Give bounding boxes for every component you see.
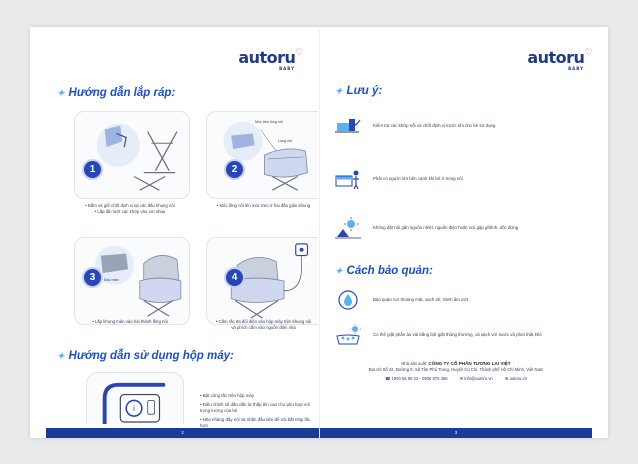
- usage-title: ✦ Hướng dẫn sử dụng hộp máy:: [57, 350, 234, 362]
- brand-logo: [527, 48, 592, 71]
- sparkle-icon: ✦: [57, 87, 65, 98]
- page-right: [319, 27, 608, 438]
- humidity-icon: [335, 289, 361, 311]
- contact-block: Nhà sản xuất: CÔNG TY CỔ PHẦN TƯƠNG LAI VIỆT Địa chỉ Số 42, Đường 8, Xã Tân Phú Trung, Huyện Củ Chi, Thành phố Hồ Chí Minh, Việt Nam ☎ 1900 55 88 24 - 0906 975 456 ✉ info@autoru.vn ⊕ autoru.vn: [320, 361, 592, 382]
- brand-sub: BABY: [568, 66, 584, 71]
- page-number: 3: [454, 430, 458, 435]
- notes-title: ✦ Lưu ý:: [335, 85, 383, 97]
- sparkle-icon: ✦: [335, 85, 343, 96]
- sparkle-icon: ✦: [57, 350, 65, 361]
- brand-name: autoru: [238, 48, 296, 67]
- heart-icon: ♡: [584, 48, 592, 58]
- step-3-caption: • Lắp khung màn vào hai thành lồng nôi: [92, 319, 168, 324]
- step-2-number: 2: [226, 161, 243, 178]
- adult-supervision-icon: [335, 168, 361, 190]
- note-item: Không đặt nôi gần nguồn nhiệt, nguồn điện hoặc nơi gập ghềnh, dốc đứng: [335, 217, 518, 239]
- washing-icon: [335, 324, 361, 346]
- care-item: Có thể giặt phần áo vải bằng bột giặt thông thường, xả sạch với nước và phơi thật khô: [335, 324, 573, 346]
- globe-icon: ⊕: [504, 376, 509, 381]
- sparkle-icon: ✦: [335, 265, 343, 276]
- maker-name: CÔNG TY CỔ PHẦN TƯƠNG LAI VIỆT: [428, 361, 511, 366]
- step-4-illustration: [206, 237, 318, 325]
- page-footer-left: [46, 428, 319, 438]
- heart-icon: ♡: [295, 48, 303, 58]
- usage-bullets: • Bật công tắc trên hộp máy • Điều chỉnh số dần dần từ thấp lên cao cho phù hợp với trọng lượng của bé • Nhẹ nhàng đẩy nôi và nhận đầu tiên để nôi bắt nhịp lắc hơn: [200, 393, 311, 428]
- checklist-icon: [335, 115, 361, 137]
- assembly-title: ✦ Hướng dẫn lắp ráp:: [57, 87, 176, 99]
- brand-sub: BABY: [279, 66, 295, 71]
- step-2-label-hook: Móc treo lồng nôi: [255, 120, 283, 124]
- step-1-illustration: [74, 111, 190, 199]
- note-item: Kiểm tra các khớp nối và chốt định vị trước khi cho bé sử dụng: [335, 115, 495, 137]
- page-left: [30, 27, 319, 438]
- mail-icon: ✉: [459, 376, 464, 381]
- cradle-plug-illustration: [207, 238, 318, 324]
- email[interactable]: ✉ info@autoru.vn: [459, 376, 493, 381]
- note-item: Phải có người lớn bên cạnh khi bé ở trong nôi: [335, 168, 463, 190]
- page-footer-right: [320, 428, 592, 438]
- page-number: 2: [181, 430, 184, 435]
- website[interactable]: ⊕ autoru.vn: [504, 376, 527, 381]
- cradle-hook-illustration: [207, 112, 318, 198]
- brand-name: autoru: [527, 48, 585, 67]
- step-1-caption: • Bấm và giữ chốt định vị tại các đầu khung nôi • Lắp lần lượt các khớp vào với nhau: [85, 203, 175, 214]
- phone: ☎ 1900 55 88 24 - 0906 975 456: [385, 376, 448, 381]
- brand-logo: [238, 48, 303, 71]
- heat-warning-icon: [335, 217, 361, 239]
- control-box-icon: [87, 373, 183, 424]
- step-2-illustration: [206, 111, 318, 199]
- step-4-caption: • Cắm rắc 8a đổi điện vào hộp máy trên khung nôi và phích cắm vào nguồn điện nhà: [215, 319, 312, 330]
- step-2-caption: • Móc lồng nôi lên móc treo ở hai đầu giàn khung: [216, 203, 311, 208]
- control-box-illustration: [86, 372, 184, 424]
- care-title: ✦ Cách bảo quản:: [335, 265, 433, 277]
- step-1-number: 1: [84, 161, 101, 178]
- svg-text:i: i: [132, 404, 136, 414]
- step-2-label-basket: Lồng nôi: [278, 139, 292, 143]
- maker-address: Địa chỉ Số 42, Đường 8, Xã Tân Phú Trung, Huyện Củ Chi, Thành phố Hồ Chí Minh, Việt Nam: [368, 367, 544, 372]
- step-4-number: 4: [226, 269, 243, 286]
- phone-icon: ☎: [385, 376, 391, 381]
- care-item: Bảo quản nơi thoáng mát, sạch sẽ, tránh ẩm ướt: [335, 289, 468, 311]
- manual-spread: [30, 27, 608, 438]
- step-3-number: 3: [84, 269, 101, 286]
- cradle-frame-illustration: [75, 112, 189, 198]
- step-3-label-canopy: Đầu màn: [104, 278, 119, 282]
